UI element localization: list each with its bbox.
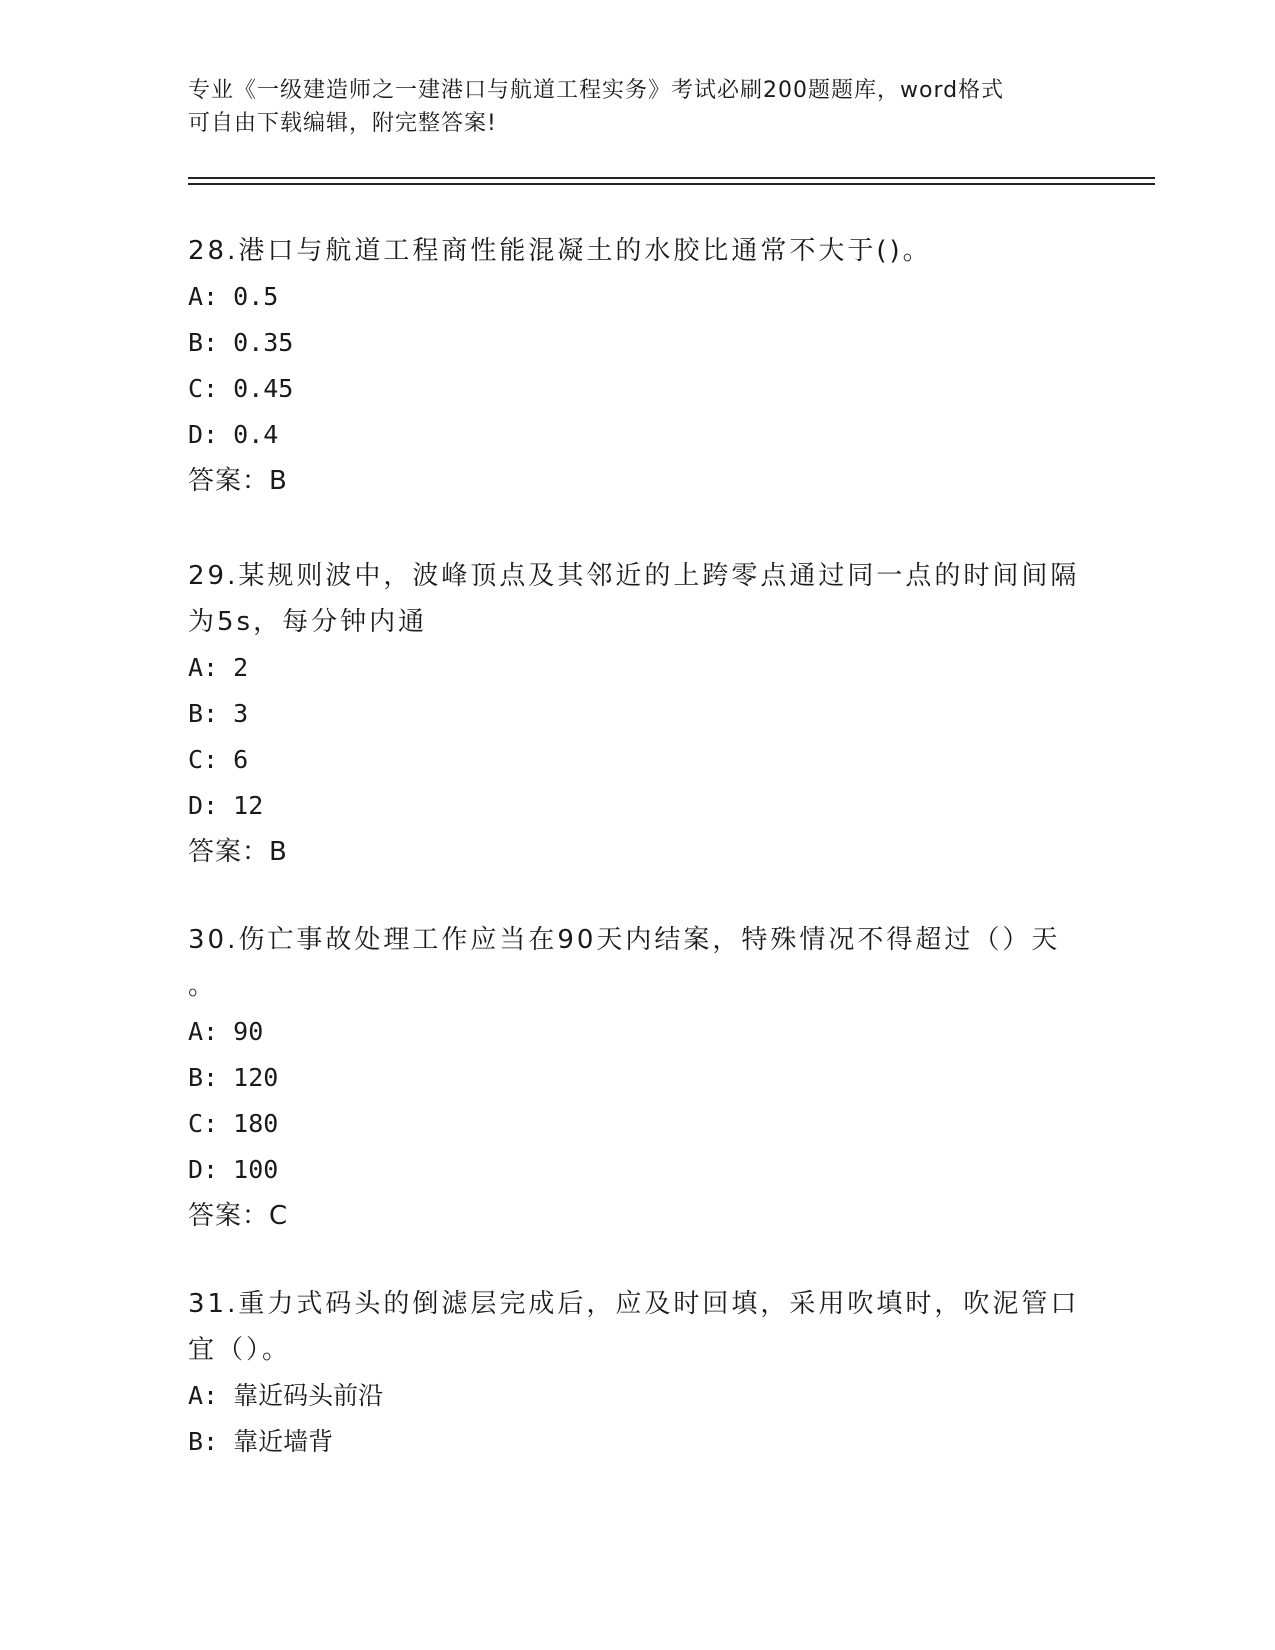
option-b: B: 120	[188, 1063, 279, 1092]
question-text: 29.某规则波中，波峰顶点及其邻近的上跨零点通过同一点的时间间隔	[188, 561, 1080, 591]
option-a: A: 靠近码头前沿	[188, 1381, 384, 1410]
question-text-continued: 为5s，每分钟内通	[188, 607, 428, 637]
question-31	[188, 1281, 1088, 1465]
option-a: A: 2	[188, 653, 249, 682]
option-d: D: 0.4	[188, 420, 279, 449]
header-divider-bottom	[188, 183, 1155, 185]
document-header	[188, 74, 1088, 140]
option-c: C: 0.45	[188, 374, 294, 403]
header-line-2: 可自由下载编辑，附完整答案!	[188, 111, 497, 136]
option-b: B: 3	[188, 699, 249, 728]
question-29	[188, 553, 1088, 875]
option-d: D: 100	[188, 1155, 279, 1184]
question-text: 30.伤亡事故处理工作应当在90天内结案，特殊情况不得超过（）天	[188, 925, 1061, 955]
option-c: C: 180	[188, 1109, 279, 1138]
option-b: B: 靠近墙背	[188, 1427, 334, 1456]
question-30	[188, 917, 1088, 1239]
question-text-continued: 。	[188, 971, 218, 1001]
option-a: A: 90	[188, 1017, 264, 1046]
option-d: D: 12	[188, 791, 264, 820]
header-line-1: 专业《一级建造师之一建港口与航道工程实务》考试必刷200题题库，word格式	[188, 78, 1005, 103]
question-text: 31.重力式码头的倒滤层完成后，应及时回填，采用吹填时，吹泥管口	[188, 1289, 1080, 1319]
header-divider-top	[188, 177, 1155, 179]
option-b: B: 0.35	[188, 328, 294, 357]
answer-line: 答案：C	[188, 1201, 289, 1231]
answer-line: 答案：B	[188, 466, 288, 496]
question-text: 28.港口与航道工程商性能混凝土的水胶比通常不大于()。	[188, 236, 932, 266]
option-a: A: 0.5	[188, 282, 279, 311]
question-28	[188, 228, 1088, 504]
option-c: C: 6	[188, 745, 249, 774]
question-text-continued: 宜（）。	[188, 1335, 292, 1365]
answer-line: 答案：B	[188, 837, 288, 867]
